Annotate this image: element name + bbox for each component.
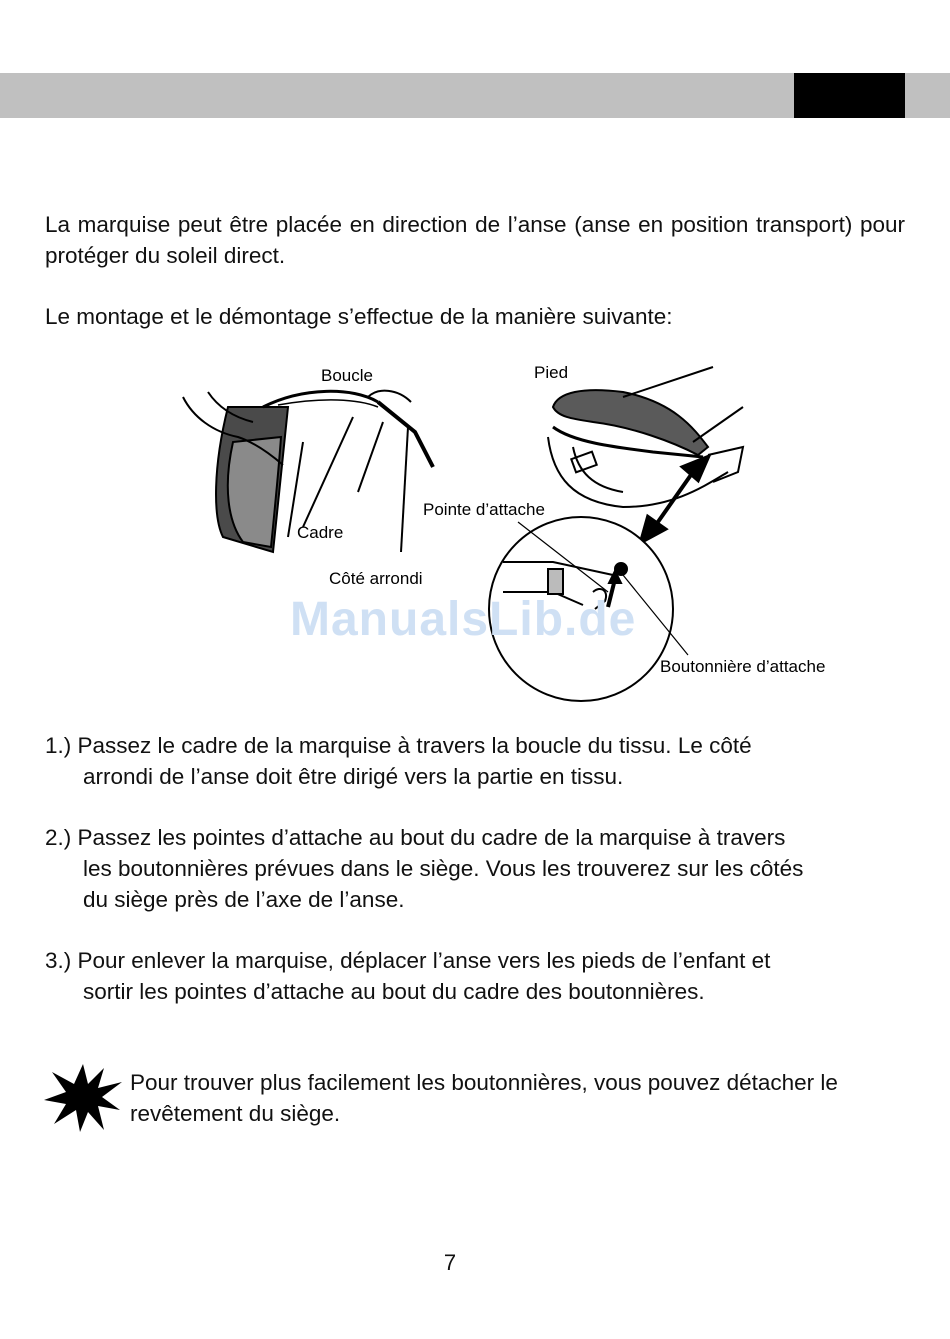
intro-subheading: Le montage et le démontage s’effectue de la manière suivante:: [45, 304, 673, 329]
step-2-line2: les boutonnières prévues dans le siège. Vous les trouverez sur les côtés: [83, 856, 804, 881]
step-2-line1: 2.) Passez les pointes d’attache au bout du cadre de la marquise à travers: [45, 825, 786, 850]
label-boucle: Boucle: [321, 366, 373, 385]
note-text: Pour trouver plus facilement les boutonnières, vous pouvez détacher le revêtement du siège.: [130, 1070, 838, 1126]
step-3-line1: 3.) Pour enlever la marquise, déplacer l’anse vers les pieds de l’enfant et: [45, 948, 771, 973]
label-pied: Pied: [534, 363, 569, 382]
label-cadre: Cadre: [297, 523, 344, 542]
step-1-line1: 1.) Passez le cadre de la marquise à travers la boucle du tissu. Le côté: [45, 733, 752, 758]
header-block: [794, 73, 905, 118]
starburst-icon: [44, 1064, 122, 1132]
label-boutonniere: Boutonnière d’attache: [660, 657, 826, 676]
label-cote-arrondi: Côté arrondi: [329, 569, 423, 588]
step-2-line3: du siège près de l’axe de l’anse.: [83, 887, 405, 912]
step-3-line2: sortir les pointes d’attache au bout du cadre des boutonnières.: [83, 979, 705, 1004]
watermark: ManualsLib.de: [290, 593, 637, 646]
page-number: 7: [443, 1250, 457, 1275]
label-pointe-attache: Pointe d’attache: [423, 500, 545, 519]
step-2: [45, 822, 915, 915]
assembly-illustration: [153, 347, 826, 712]
intro-paragraph: La marquise peut être placée en direction de l’anse (anse en position transport) pour protéger du soleil direct.: [45, 212, 905, 268]
step-3: [45, 945, 915, 1007]
step-1: [45, 730, 915, 792]
step-1-line2: arrondi de l’anse doit être dirigé vers la partie en tissu.: [83, 764, 624, 789]
